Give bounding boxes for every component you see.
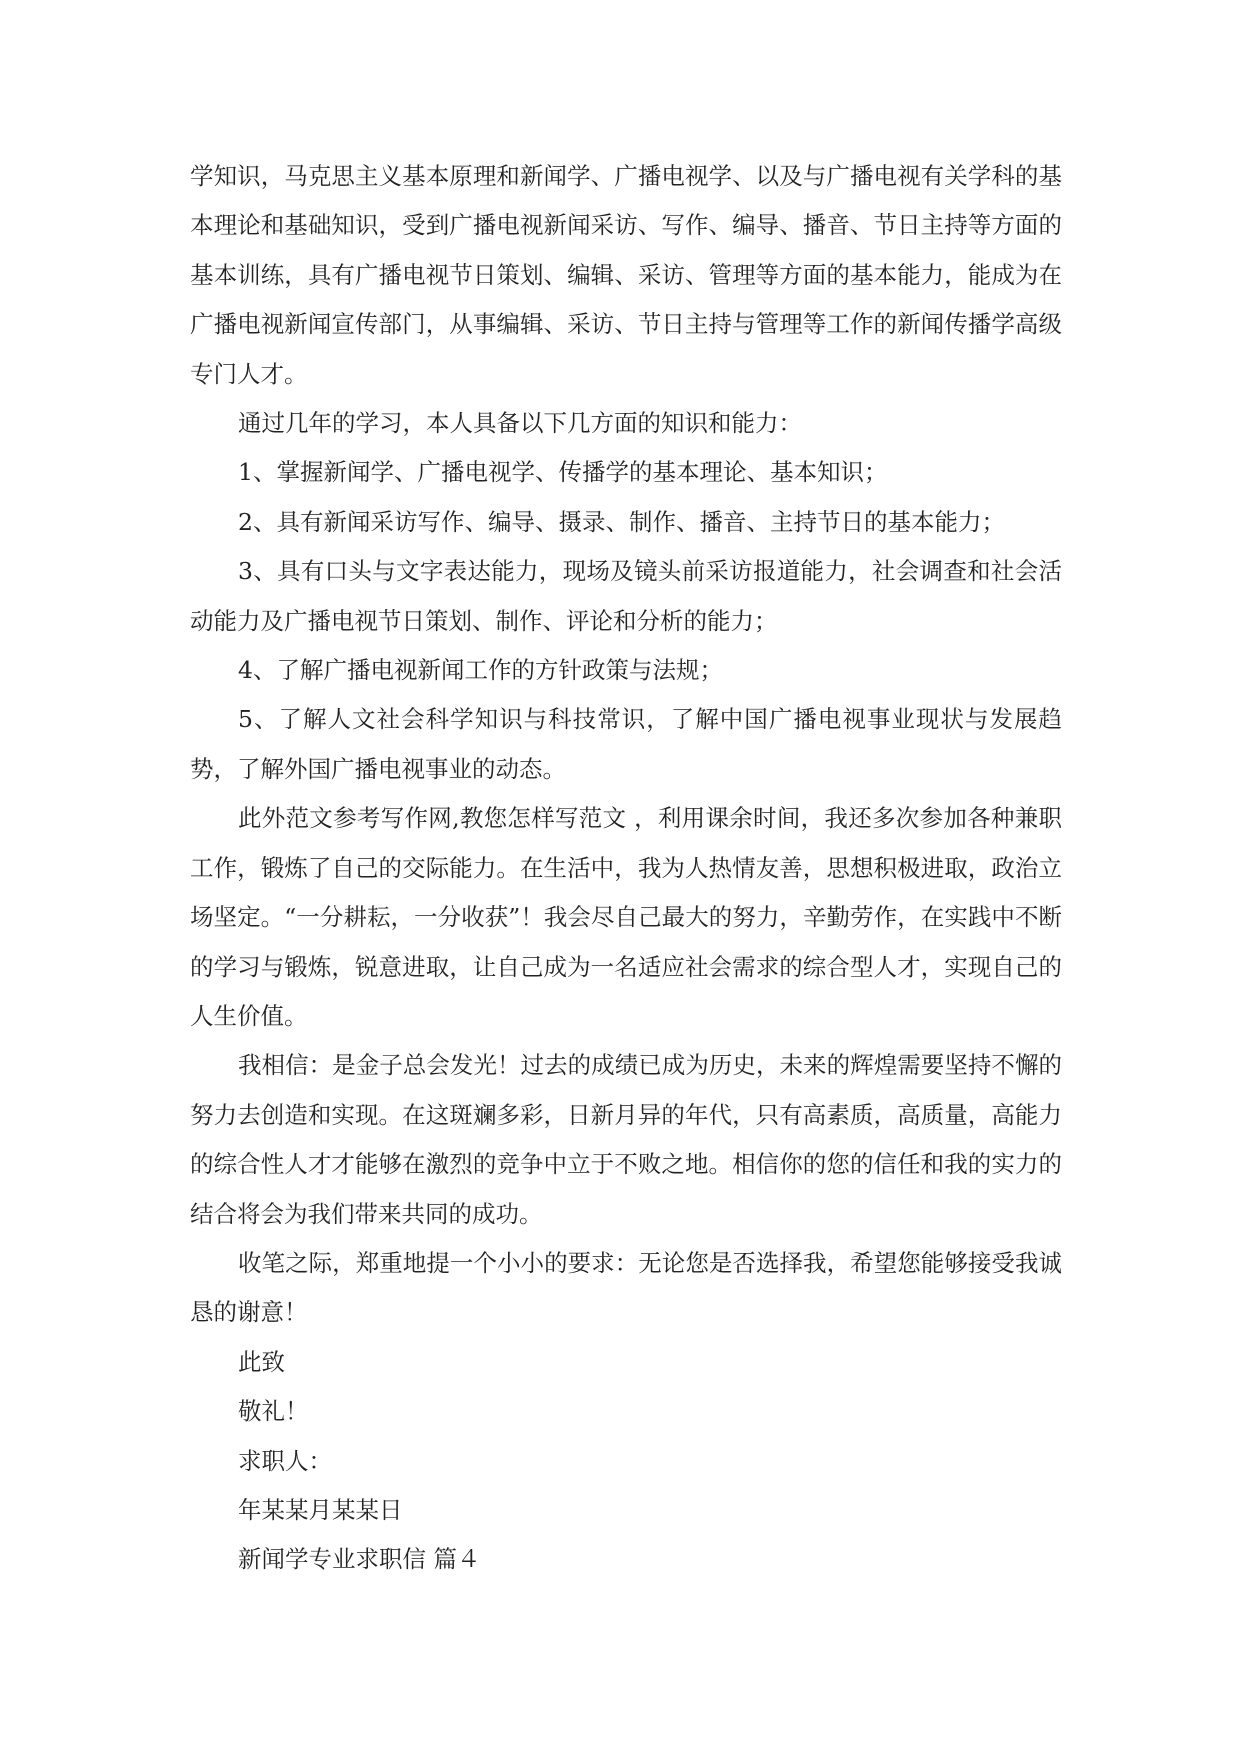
ability-item-5: 5、了解人文社会科学知识与科技常识，了解中国广播电视事业现状与发展趋势，了解外国广播电视事业的动态。 xyxy=(190,705,1062,783)
salutation-cizhi: 此致 xyxy=(238,1347,285,1376)
applicant-label: 求职人： xyxy=(238,1446,332,1475)
date-line: 年某某月某某日 xyxy=(238,1495,403,1524)
salutation-jingli: 敬礼！ xyxy=(238,1397,309,1426)
paragraph-closing: 收笔之际，郑重地提一个小小的要求：无论您是否选择我，希望您能够接受我诚恳的谢意！ xyxy=(190,1248,1062,1327)
ability-item-3: 3、具有口头与文字表达能力，现场及镜头前采访报道能力，社会调查和社会活动能力及广播电视节日策划、制作、评论和分析的能力； xyxy=(190,557,1062,635)
paragraph-belief: 我相信：是金子总会发光！过去的成绩已成为历史，未来的辉煌需要坚持不懈的努力去创造和实现。在这斑斓多彩，日新月异的年代，只有高素质，高质量，高能力的综合性人才才能够在激烈的竞争中立于不败之地。相信你的您的信任和我的实力的结合将会为我们带来共同的成功。 xyxy=(190,1051,1062,1228)
paragraph-extracurricular: 此外范文参考写作网,教您怎样写范文 ，利用课余时间，我还多次参加各种兼职工作，锻炼了自己的交际能力。在生活中，我为人热情友善，思想积极进取，政治立场坚定。“一分耕耘，一分收获”！我会尽自己最大的努力，辛勤劳作，在实践中不断的学习与锻炼，锐意进取，让自己成为一名适应社会需求的综合型人才，实现自己的人生价值。 xyxy=(190,804,1062,1030)
paragraph-intro-abilities: 通过几年的学习，本人具备以下几方面的知识和能力： xyxy=(238,409,802,438)
ability-item-4: 4、了解广播电视新闻工作的方针政策与法规； xyxy=(238,656,723,685)
section-heading: 新闻学专业求职信 篇４ xyxy=(238,1545,481,1574)
ability-item-2: 2、具有新闻采访写作、编导、摄录、制作、播音、主持节日的基本能力； xyxy=(238,507,1005,536)
document-body xyxy=(190,152,1062,1585)
ability-item-1: 1、掌握新闻学、广播电视学、传播学的基本理论、基本知识； xyxy=(238,458,888,487)
paragraph-continued: 学知识，马克思主义基本原理和新闻学、广播电视学、以及与广播电视有关学科的基本理论和基础知识，受到广播电视新闻采访、写作、编导、播音、节日主持等方面的基本训练，具有广播电视节日策划、编辑、采访、管理等方面的基本能力，能成为在广播电视新闻宣传部门，从事编辑、采访、节日主持与管理等工作的新闻传播学高级专门人才。 xyxy=(190,162,1062,388)
